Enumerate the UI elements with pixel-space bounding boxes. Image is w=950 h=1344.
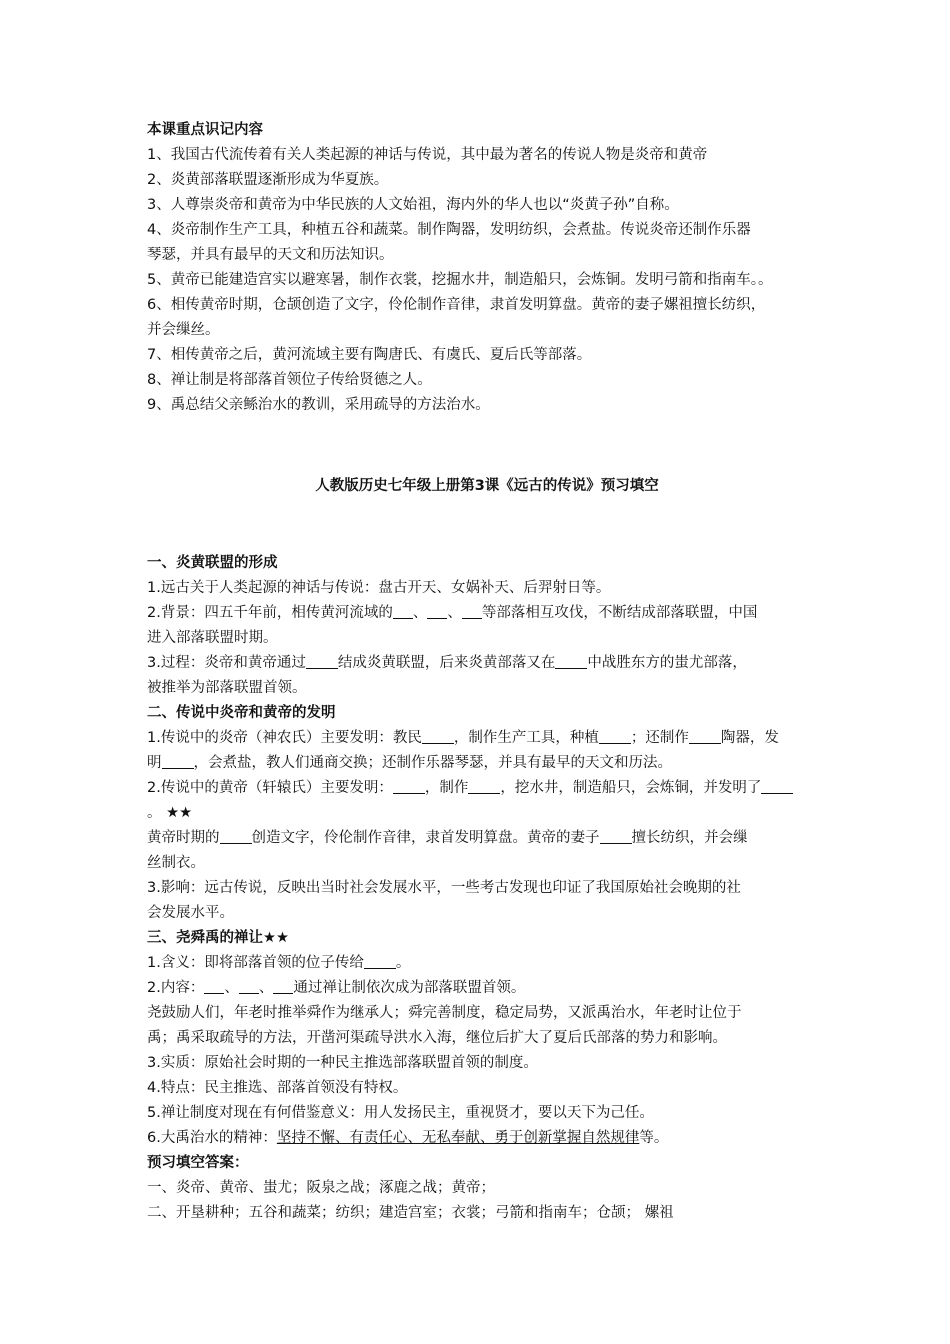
- fill-blank[interactable]: [427, 604, 447, 619]
- fill-blank[interactable]: [220, 829, 252, 844]
- section-2-line: 3.影响：远古传说，反映出当时社会发展水平，一些考古发现也印证了我国原始社会晚期的社: [147, 880, 741, 896]
- section-1-line: 进入部落联盟时期。: [147, 630, 278, 646]
- key-point-line: 6、相传黄帝时期，仓颉创造了文字，伶伦制作音律，隶首发明算盘。黄帝的妻子嫘祖擅长纺织，: [147, 297, 766, 313]
- section-1-line: 1.远古关于人类起源的神话与传说：盘古开天、女娲补天、后羿射日等。: [147, 580, 611, 596]
- key-point-line: 5、黄帝已能建造宫实以避寒暑，制作衣裳，挖掘水井，制造船只，会炼铜。发明弓箭和指南车。。: [147, 272, 773, 288]
- fill-blank[interactable]: [273, 979, 293, 994]
- section-3-line: 2.内容： 、 、 通过禅让制依次成为部落联盟首领。: [147, 980, 526, 996]
- section-3-line: 禹；禹采取疏导的方法，开凿河渠疏导洪水入海，继位后扩大了夏后氏部落的势力和影响。: [147, 1030, 727, 1046]
- section-2-line: 。 ★★: [147, 805, 193, 821]
- section-3-line: 尧鼓励人们，年老时推举舜作为继承人；舜完善制度，稳定局势，又派禹治水，年老时让位于: [147, 1005, 742, 1021]
- answers-line: 一、炎帝、黄帝、蚩尤；阪泉之战；涿鹿之战；黄帝；: [147, 1180, 495, 1196]
- section-1-heading: 一、炎黄联盟的形成: [147, 555, 278, 571]
- fill-blank[interactable]: [468, 779, 500, 794]
- section-2-heading: 二、传说中炎帝和黄帝的发明: [147, 705, 336, 721]
- fill-blank[interactable]: [306, 654, 338, 669]
- underlined-text: 坚持不懈、有责任心、无私奉献、勇于创新掌握自然规律: [276, 1130, 640, 1146]
- document-page: [147, 118, 827, 1226]
- section-1-line: 3.过程：炎帝和黄帝通过 结成炎黄联盟，后来炎黄部落又在 中战胜东方的蚩尤部落，: [147, 655, 747, 671]
- key-points-section: [147, 118, 827, 418]
- fill-blank[interactable]: [599, 729, 631, 744]
- section-2-line: 2.传说中的黄帝（轩辕氏）主要发明： ，制作 ，挖水井，制造船只，会炼铜，并发明了: [147, 776, 827, 801]
- section-3-line: 4.特点：民主推选、部落首领没有特权。: [147, 1080, 408, 1096]
- section-3: [147, 926, 827, 1151]
- fill-blank[interactable]: [162, 754, 194, 769]
- fill-blank[interactable]: [422, 729, 454, 744]
- section-3-line: 1.含义：即将部落首领的位子传给 。: [147, 955, 411, 971]
- key-point-line: 并会缫丝。: [147, 322, 220, 338]
- key-point-line: 2、炎黄部落联盟逐渐形成为华夏族。: [147, 172, 389, 188]
- section-2-line: 会发展水平。: [147, 905, 234, 921]
- key-point-line: 3、人尊崇炎帝和黄帝为中华民族的人文始祖，海内外的华人也以“炎黄子孙”自称。: [147, 197, 679, 213]
- fill-blank[interactable]: [239, 979, 259, 994]
- key-point-line: 1、我国古代流传着有关人类起源的神话与传说，其中最为著名的传说人物是炎帝和黄帝: [147, 147, 708, 163]
- section-3-line: 3.实质：原始社会时期的一种民主推选部落联盟首领的制度。: [147, 1055, 538, 1071]
- key-point-line: 琴瑟，并具有最早的天文和历法知识。: [147, 247, 394, 263]
- fill-blank[interactable]: [761, 779, 793, 794]
- section-3-line: 6.大禹治水的精神：坚持不懈、有责任心、无私奉献、勇于创新掌握自然规律等。: [147, 1130, 669, 1146]
- key-point-line: 4、炎帝制作生产工具，种植五谷和蔬菜。制作陶器，发明纺织，会煮盐。传说炎帝还制作乐器: [147, 222, 751, 238]
- fill-blank[interactable]: [364, 954, 396, 969]
- fill-blank[interactable]: [600, 829, 632, 844]
- fill-blank[interactable]: [204, 979, 224, 994]
- section-2: [147, 701, 827, 926]
- fill-blank[interactable]: [393, 779, 425, 794]
- key-point-line: 9、禹总结父亲鲧治水的教训，采用疏导的方法治水。: [147, 397, 490, 413]
- section-3-heading: 三、尧舜禹的禅让★★: [147, 930, 289, 946]
- section-1-line: 被推举为部落联盟首领。: [147, 680, 307, 696]
- fill-blank[interactable]: [555, 654, 587, 669]
- key-point-line: 8、禅让制是将部落首领位子传给贤德之人。: [147, 372, 432, 388]
- answers-section: [147, 1151, 827, 1226]
- section-2-line: 黄帝时期的 创造文字，伶伦制作音律，隶首发明算盘。黄帝的妻子 擅长纺织，并会缫: [147, 830, 748, 846]
- section-2-line: 明 ，会煮盐，教人们通商交换；还制作乐器琴瑟，并具有最早的天文和历法。: [147, 755, 672, 771]
- answers-line: 二、开垦耕种；五谷和蔬菜；纺织；建造宫室；衣裳；弓箭和指南车；仓颉； 嫘祖: [147, 1205, 674, 1221]
- document-title: 人教版历史七年级上册第3课《远古的传说》预习填空: [315, 478, 659, 494]
- section-2-line: 丝制衣。: [147, 855, 205, 871]
- key-point-line: 7、相传黄帝之后，黄河流域主要有陶唐氏、有虞氏、夏后氏等部落。: [147, 347, 592, 363]
- section-1: [147, 551, 827, 701]
- fill-blank[interactable]: [689, 729, 721, 744]
- key-points-heading: 本课重点识记内容: [147, 122, 263, 138]
- fill-blank[interactable]: [393, 604, 413, 619]
- section-2-line: 1.传说中的炎帝（神农氏）主要发明：教民 ，制作生产工具，种植 ；还制作 陶器，发: [147, 730, 779, 746]
- section-1-line: 2.背景：四五千年前，相传黄河流域的 、 、 等部落相互攻伐，不断结成部落联盟，中国: [147, 605, 758, 621]
- fill-blank[interactable]: [462, 604, 482, 619]
- section-3-line: 5.禅让制度对现在有何借鉴意义：用人发扬民主，重视贤才，要以天下为己任。: [147, 1105, 654, 1121]
- answers-heading: 预习填空答案：: [147, 1155, 249, 1171]
